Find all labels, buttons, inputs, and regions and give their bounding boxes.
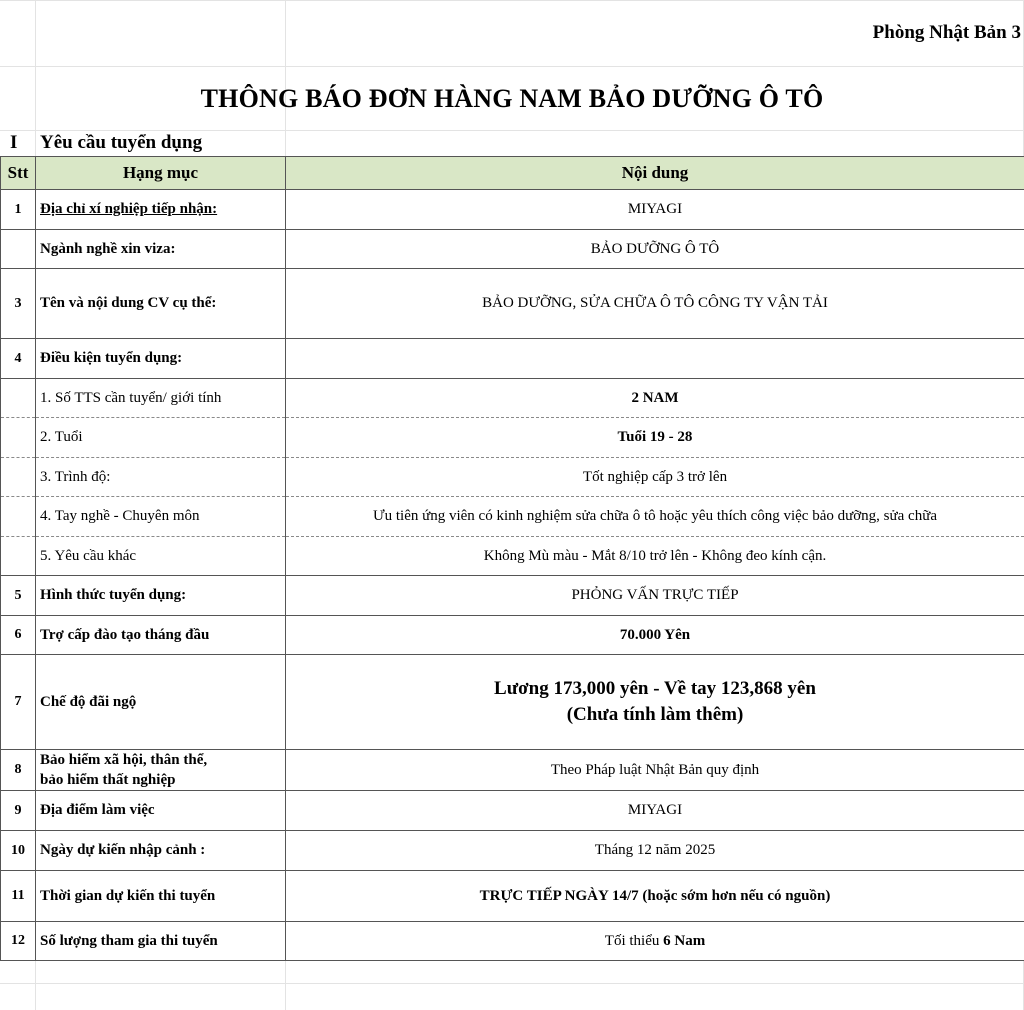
row-content: MIYAGI <box>286 190 1024 230</box>
row-category: Ngày dự kiến nhập cảnh : <box>36 831 286 871</box>
row-content: BẢO DƯỠNG Ô TÔ <box>286 230 1024 269</box>
row-content: Theo Pháp luật Nhật Bản quy định <box>286 750 1024 791</box>
row-stt: 9 <box>1 791 36 831</box>
row-category <box>36 190 286 230</box>
table-row <box>1 831 1024 871</box>
row-content: Không Mù màu - Mắt 8/10 trở lên - Không đeo kính cận. <box>286 537 1024 576</box>
row-category-text: Địa chỉ xí nghiệp tiếp nhận: <box>40 201 218 217</box>
row-category: Điều kiện tuyển dụng: <box>36 339 286 379</box>
row-category: Địa điểm làm việc <box>36 791 286 831</box>
row-stt: 11 <box>1 871 36 922</box>
header-category: Hạng mục <box>36 157 286 190</box>
requirements-table <box>0 156 1024 961</box>
row-category: Thời gian dự kiến thi tuyển <box>36 871 286 922</box>
row-category: 5. Yêu cầu khác <box>36 537 286 576</box>
row-stt <box>1 418 36 458</box>
row-content: Ưu tiên ứng viên có kinh nghiệm sửa chữa ô tô hoặc yêu thích công việc bảo dưỡng, sửa chữa <box>286 497 1024 537</box>
row-category: 1. Số TTS cần tuyển/ giới tính <box>36 379 286 418</box>
row-stt <box>1 537 36 576</box>
row-content: Tốt nghiệp cấp 3 trở lên <box>286 458 1024 497</box>
row-category: Trợ cấp đào tạo tháng đầu <box>36 616 286 655</box>
row-stt <box>1 458 36 497</box>
table-row <box>1 379 1024 418</box>
row-category: 4. Tay nghề - Chuyên môn <box>36 497 286 537</box>
row-stt <box>1 230 36 269</box>
row-content: 70.000 Yên <box>286 616 1024 655</box>
table-row <box>1 230 1024 269</box>
table-row <box>1 750 1024 791</box>
row-stt <box>1 379 36 418</box>
gridline <box>0 130 1024 131</box>
row-stt: 8 <box>1 750 36 791</box>
salary-note: (Chưa tính làm thêm) <box>566 704 744 725</box>
row-stt: 10 <box>1 831 36 871</box>
row-category-line: bảo hiểm thất nghiệp <box>40 772 176 788</box>
row-content <box>286 655 1024 750</box>
row-stt: 4 <box>1 339 36 379</box>
min-count-prefix: Tối thiểu <box>604 932 660 949</box>
row-stt: 1 <box>1 190 36 230</box>
table-row <box>1 791 1024 831</box>
table-row <box>1 537 1024 576</box>
department-label: Phòng Nhật Bản 3 <box>872 22 1021 43</box>
min-count-value: 6 Nam <box>663 932 706 949</box>
row-content: TRỰC TIẾP NGÀY 14/7 (hoặc sớm hơn nếu có nguồn) <box>286 871 1024 922</box>
row-content: BẢO DƯỠNG, SỬA CHỮA Ô TÔ CÔNG TY VẬN TẢI <box>286 269 1024 339</box>
row-content: 2 NAM <box>286 379 1024 418</box>
section-title: Yêu cầu tuyển dụng <box>40 132 203 153</box>
row-content: PHỎNG VẤN TRỰC TIẾP <box>286 576 1024 616</box>
row-content: MIYAGI <box>286 791 1024 831</box>
table-row <box>1 190 1024 230</box>
header-stt: Stt <box>1 157 36 190</box>
table-row <box>1 339 1024 379</box>
row-stt: 7 <box>1 655 36 750</box>
table-row <box>1 616 1024 655</box>
salary-text: Lương 173,000 yên - Về tay 123,868 yên <box>494 678 816 699</box>
page-title: THÔNG BÁO ĐƠN HÀNG NAM BẢO DƯỠNG Ô TÔ <box>200 84 824 113</box>
row-category-line: Bảo hiểm xã hội, thân thể, <box>40 752 208 768</box>
row-stt: 6 <box>1 616 36 655</box>
row-stt: 12 <box>1 922 36 961</box>
row-content <box>286 339 1024 379</box>
table-row <box>1 269 1024 339</box>
table-row <box>1 418 1024 458</box>
row-category: Hình thức tuyển dụng: <box>36 576 286 616</box>
row-stt <box>1 497 36 537</box>
row-content <box>286 922 1024 961</box>
row-content: Tuổi 19 - 28 <box>286 418 1024 458</box>
row-content: Tháng 12 năm 2025 <box>286 831 1024 871</box>
row-stt: 5 <box>1 576 36 616</box>
row-stt: 3 <box>1 269 36 339</box>
gridline <box>0 983 1024 984</box>
row-category: Chế độ đãi ngộ <box>36 655 286 750</box>
section-number: I <box>10 132 18 153</box>
table-row <box>1 922 1024 961</box>
row-category: Số lượng tham gia thi tuyển <box>36 922 286 961</box>
header-content: Nội dung <box>286 157 1024 190</box>
table-row <box>1 871 1024 922</box>
table-row <box>1 458 1024 497</box>
table-row <box>1 655 1024 750</box>
row-category <box>36 750 286 791</box>
row-category: Ngành nghề xin viza: <box>36 230 286 269</box>
table-header-row <box>1 157 1024 190</box>
gridline <box>0 66 1024 67</box>
row-category: Tên và nội dung CV cụ thể: <box>36 269 286 339</box>
table-row <box>1 576 1024 616</box>
gridline <box>0 0 1024 1</box>
row-category: 2. Tuổi <box>36 418 286 458</box>
row-category: 3. Trình độ: <box>36 458 286 497</box>
table-row <box>1 497 1024 537</box>
